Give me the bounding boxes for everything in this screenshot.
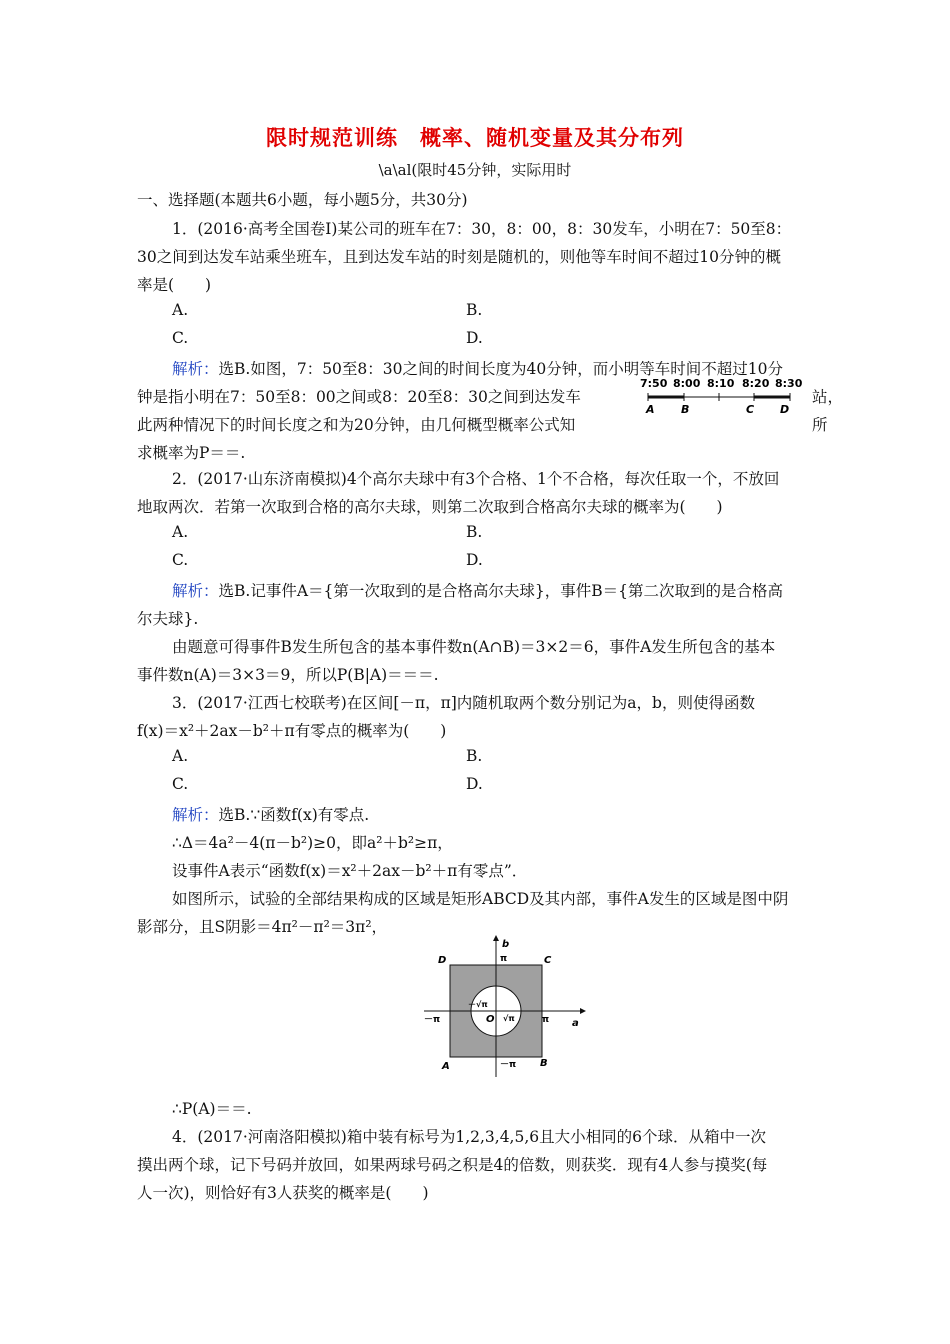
q3-solution-line-6: ∴P(A)＝＝. xyxy=(172,1100,252,1118)
q1-solution-line-1: 解析：选B.如图，7：50至8：30之间的时间长度为40分钟，而小明等车时间不超过10分 xyxy=(172,360,783,378)
point-label-d: D xyxy=(780,403,790,416)
q4-line-1: 4．(2017·河南洛阳模拟)箱中装有标号为1,2,3,4,5,6且大小相同的6个球．从箱中一次 xyxy=(172,1128,766,1146)
corner-label-c: C xyxy=(544,955,552,966)
q2-solution-line-4: 事件数n(A)＝3×3＝9，所以P(B|A)＝＝＝. xyxy=(137,666,439,684)
region-figure xyxy=(420,935,590,1083)
point-label-b: B xyxy=(681,403,690,416)
axis-label-b: b xyxy=(502,939,510,950)
corner-label-b: B xyxy=(540,1058,548,1069)
solution-label: 解析： xyxy=(172,360,219,378)
tick-label-1: 8:00 xyxy=(673,377,701,390)
q4-line-3: 人一次)，则恰好有3人获奖的概率是( ) xyxy=(137,1184,429,1202)
q4-line-2: 摸出两个球，记下号码并放回，如果两球号码之积是4的倍数，则获奖．现有4人参与摸奖(每 xyxy=(137,1156,768,1174)
q3-solution-line-1: 解析：选B.∵函数f(x)有零点. xyxy=(172,806,370,824)
q2-line-1: 2．(2017·山东济南模拟)4个高尔夫球中有3个合格、1个不合格，每次任取一个，不放回 xyxy=(172,470,780,488)
q1-solution-line-3-end: 所 xyxy=(812,416,828,434)
q1-solution-line-4: 求概率为P＝＝. xyxy=(137,444,246,462)
section-heading: 一、选择题(本题共6小题，每小题5分，共30分) xyxy=(137,191,468,209)
timeline-figure xyxy=(636,374,806,420)
solution-label: 解析： xyxy=(172,806,219,824)
q3-solution-line-5: 影部分，且S阴影＝4π²－π²＝3π²， xyxy=(137,918,388,936)
q3-line-2: f(x)＝x²＋2ax－b²＋π有零点的概率为( ) xyxy=(137,722,447,740)
q1-line-2: 30之间到达发车站乘坐班车，且到达发车站的时刻是随机的，则他等车时间不超过10分钟的概 xyxy=(137,248,781,266)
tick-neg-pi-b: －π xyxy=(500,1060,517,1070)
subtitle: \a\al(限时45分钟，实际用时 xyxy=(378,161,572,179)
q2-solution-line-1: 解析：选B.记事件A＝{第一次取到的是合格高尔夫球}，事件B＝{第二次取到的是合格高 xyxy=(172,582,784,600)
q1-line-3: 率是( ) xyxy=(137,276,212,294)
q2-option-d: D. xyxy=(466,551,483,569)
q3-option-a: A. xyxy=(172,747,189,765)
q1-solution-line-3: 此两种情况下的时间长度之和为20分钟，由几何概型概率公式知 xyxy=(137,416,576,434)
q1-option-b: B. xyxy=(466,301,483,319)
corner-label-d: D xyxy=(438,955,447,966)
corner-label-a: A xyxy=(442,1061,450,1072)
q1-option-c: C. xyxy=(172,329,189,347)
q3-solution-line-3: 设事件A表示“函数f(x)＝x²＋2ax－b²＋π有零点”． xyxy=(172,862,528,880)
q2-line-2: 地取两次．若第一次取到合格的高尔夫球，则第二次取到合格高尔夫球的概率为( ) xyxy=(137,498,723,516)
q2-solution-line-2: 尔夫球}. xyxy=(137,610,199,628)
q1-line-1: 1．(2016·高考全国卷Ⅰ)某公司的班车在7：30，8：00，8：30发车，小明在7：50至8： xyxy=(172,220,792,238)
tick-pi-b: π xyxy=(500,954,508,964)
tick-neg-pi-a: －π xyxy=(424,1015,441,1025)
tick-label-2: 8:10 xyxy=(707,377,735,390)
tick-label-4: 8:30 xyxy=(775,377,803,390)
tick-sqrt-pi: √π xyxy=(503,1014,515,1023)
q2-option-a: A. xyxy=(172,523,189,541)
tick-label-0: 7:50 xyxy=(640,377,668,390)
axis-label-a: a xyxy=(572,1018,579,1029)
point-label-c: C xyxy=(746,403,755,416)
point-label-a: A xyxy=(646,403,655,416)
solution-label: 解析： xyxy=(172,582,219,600)
q3-line-1: 3．(2017·江西七校联考)在区间[－π，π]内随机取两个数分别记为a，b，则使得函数 xyxy=(172,694,755,712)
q2-solution-line-3: 由题意可得事件B发生所包含的基本事件数n(A∩B)＝3×2＝6，事件A发生所包含的基本 xyxy=(172,638,776,656)
q3-option-c: C. xyxy=(172,775,189,793)
q2-option-c: C. xyxy=(172,551,189,569)
origin-label: O xyxy=(486,1014,495,1025)
q3-option-d: D. xyxy=(466,775,483,793)
q2-option-b: B. xyxy=(466,523,483,541)
q3-solution-line-4: 如图所示，试验的全部结果构成的区域是矩形ABCD及其内部，事件A发生的区域是图中阴 xyxy=(172,890,789,908)
q1-solution-line-2-end: 站， xyxy=(812,388,844,406)
tick-label-3: 8:20 xyxy=(742,377,770,390)
tick-pi-a: π xyxy=(542,1015,550,1025)
q3-solution-line-2: ∴Δ＝4a²－4(π－b²)≥0，即a²＋b²≥π， xyxy=(172,834,453,852)
q3-option-b: B. xyxy=(466,747,483,765)
q1-solution-line-2: 钟是指小明在7：50至8：00之间或8：20至8：30之间到达发车 xyxy=(137,388,581,406)
q1-option-d: D. xyxy=(466,329,483,347)
tick-neg-sqrt-pi: －√π xyxy=(468,1000,488,1009)
page-title: 限时规范训练 概率、随机变量及其分布列 xyxy=(266,126,684,150)
q1-option-a: A. xyxy=(172,301,189,319)
